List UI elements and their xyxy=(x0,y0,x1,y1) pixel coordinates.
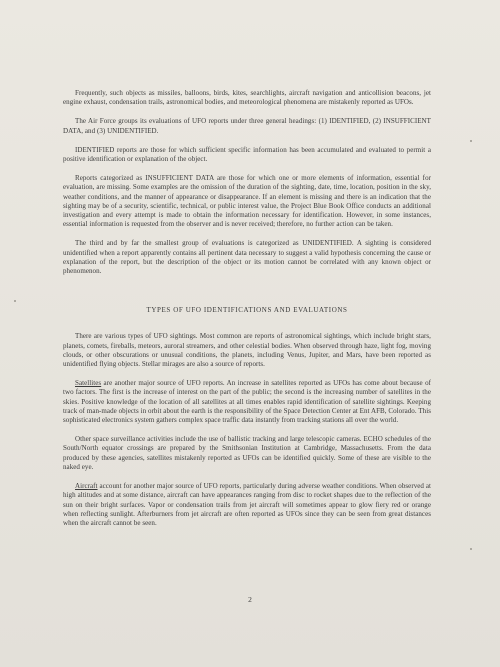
document-body xyxy=(63,89,431,538)
section-heading: TYPES OF UFO IDENTIFICATIONS AND EVALUATIONS xyxy=(146,306,348,315)
aircraft-text: account for another major source of UFO reports, particularly during adverse weather conditions. When observed at high altitudes and at some distance, aircraft can have appearances ranging from disc to rocket shapes due to the reflection of the sun on their bright surfaces. Vapor or condensation trails from jet aircraft will sometimes appear to glow fiery red or orange when reflecting sunlight. Afterburners from jet aircraft are often reported as UFOs since they can be seen from great distances when the aircraft cannot be seen. xyxy=(63,482,431,527)
paragraph-identified: IDENTIFIED reports are those for which sufficient specific information has been accumulated and evaluated to permit a positive identification or explanation of the object. xyxy=(63,145,431,164)
paragraph-insufficient-data: Reports categorized as INSUFFICIENT DATA are those for which one or more elements of information, essential for evaluation, are missing. Some examples are the omission of the duration of the sighting, date, time, location, position in the sky, weather conditions, and the manner of appearance or disappearance. If an element is missing and there is an indication that the sighting may be of a security, scientific, technical, or public interest value, the Project Blue Book Office conducts an additional investigation and every attempt is made to obtain the information necessary for identification. However, in some instances, essential information is requested from the observer and is never received; therefore, no further action can be taken. xyxy=(63,174,431,229)
paragraph-evaluation-headings: The Air Force groups its evaluations of UFO reports under three general headings: (1) IDENTIFIED, (2) INSUFFICIENT DATA, and (3) UNIDENTIFIED. xyxy=(63,117,431,135)
satellites-term: Satellites xyxy=(75,379,102,388)
paragraph-space-surveillance: Other space surveillance activities include the use of ballistic tracking and large telescopic cameras. ECHO schedules of the South/North equator crossings are prepared by the Smithsonian Institution at Cambridge, Massachusetts. From the data produced by these agencies, satellites mistakenly reported as UFOs can be identified quickly. Some of these are visible to the naked eye. xyxy=(63,435,431,471)
paragraph-aircraft xyxy=(63,482,431,528)
paragraph-mistaken-objects: Frequently, such objects as missiles, balloons, birds, kites, searchlights, aircraft navigation and anticollision beacons, jet engine exhaust, condensation trails, astronomical bodies, and meteorological phenomena are mistakenly reported as UFOs. xyxy=(63,89,431,107)
page-number: 2 xyxy=(248,595,252,604)
paragraph-astronomical-sightings: There are various types of UFO sightings. Most common are reports of astronomical sightings, which include bright stars, planets, comets, fireballs, meteors, auroral streamers, and other celestial bodies. When observed through haze, light fog, moving clouds, or other obscurations or unusual conditions, the planets, including Venus, Jupiter, and Mars, have been reported as unidentified flying objects. Stellar mirages are also a source of reports. xyxy=(63,332,431,369)
paragraph-unidentified: The third and by far the smallest group of evaluations is categorized as UNIDENTIFIED. A sighting is considered unidentified when a report apparently contains all pertinent data necessary to suggest a valid hypothesis concerning the cause or explanation of the report, but the description of the object or its motion cannot be correlated with any known object or phenomenon. xyxy=(63,239,431,276)
paper-speck xyxy=(470,140,472,142)
paper-speck xyxy=(14,300,16,302)
paper-speck xyxy=(470,548,472,550)
satellites-text: are another major source of UFO reports. An increase in satellites reported as UFOs has come about because of two factors. The first is the increase of interest on the part of the public; the second is the increasing number of satellites in the skies. Positive knowledge of the location of all satellites at all times enables rapid identification of satellite sightings. Keeping track of man-made objects in orbit about the earth is the responsibility of the Space Detection Center at Ent AFB, Colorado. This sophisticated electronics system gathers complex space traffic data instantly from tracking stations all over the world. xyxy=(63,379,431,425)
aircraft-term: Aircraft xyxy=(75,482,98,491)
paragraph-satellites xyxy=(63,379,431,425)
